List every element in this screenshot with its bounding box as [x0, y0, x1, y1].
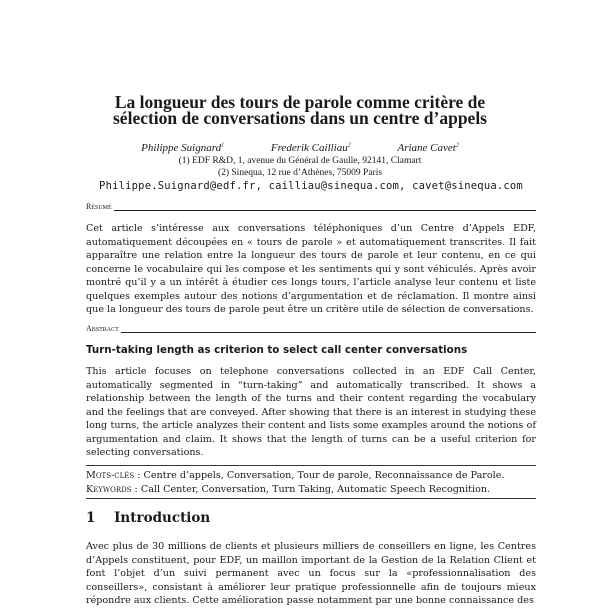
section-title: Introduction [114, 510, 211, 526]
resume-paragraph: Cet article s’intéresse aux conversations téléphoniques d’un Centre d’Appels EDF, automatiquement découpées en « tours de parole » et automatiquement transcrites. Il fait apparaître une relation entre la longueur des tours de parole et leur contenu, en ce qui concerne le vocabulaire qui les compose et les sentiments qui y sont véhiculés. Après avoir montré qu’il y a un intérêt à étudier ces longs tours, l’article analyse leur contenu et liste quelques exemples autour des notions d’argumentation et de réclamation. Il montre ainsi que la longueur des tours de parole peut être un critère utile de sélection de conversations. [86, 223, 536, 315]
author-emails: Philippe.Suignard@edf.fr, cailliau@sinequa.com, cavet@sinequa.com [99, 180, 523, 192]
title-line-2: sélection de conversations dans un centre d’appels [113, 108, 487, 128]
abstract-heading [86, 324, 536, 333]
resume-label: Résumé [86, 202, 112, 211]
paper-title [60, 94, 540, 126]
resume-heading [86, 202, 536, 211]
abstract-rule [121, 324, 536, 333]
affiliation-1: (1) EDF R&D, 1, avenue du Général de Gaulle, 92141, Clamart [178, 156, 422, 166]
english-title: Turn-taking length as criterion to select call center conversations [86, 344, 468, 356]
motscles-label: Mots-clés : [86, 470, 141, 481]
motscles-text: Centre d’appels, Conversation, Tour de parole, Reconnaissance de Parole. [143, 470, 505, 481]
abstract-label: Abstract [86, 324, 119, 333]
title-line-1: La longueur des tours de parole comme critère de [114, 92, 486, 112]
resume-rule [114, 202, 536, 211]
author-list [100, 142, 500, 154]
keywords-line [86, 484, 536, 495]
intro-paragraph: Avec plus de 30 millions de clients et plusieurs milliers de conseillers en ligne, les Centres d’Appels constituent, pour EDF, un maillon important de la Gestion de la Relation Client et font l’objet d’un suivi permanent avec un focus sur la «professionnalisation des conseillers», consistant à améliorer leur pratique professionnelle afin de toujours mieux répondre aux clients. Cette amélioration passe notamment par une bonne connaissance des [86, 541, 536, 606]
section-heading [86, 510, 210, 526]
motscles-line [86, 470, 536, 481]
abstract-paragraph: This article focuses on telephone conversations collected in an EDF Call Center, automatically segmented in “turn-taking” and automatically transcribed. It shows a relationship between the length of the turns and their content regarding the vocabulary and the feelings that are conveyed. After showing that there is an interest in studying these long turns, the article analyzes their content and lists some examples around the notions of argumentation and claim. It shows that the length of turns can be a useful criterion for selecting conversations. [86, 366, 536, 458]
author-1: Philippe Suignard$^1$ [141, 142, 225, 154]
author-3: Ariane Cavet$^2$ [397, 142, 459, 154]
keywords-label: Keywords : [86, 484, 138, 495]
keywords-top-rule [86, 465, 536, 466]
affiliation-2: (2) Sinequa, 12 rue d’Athènes, 75009 Paris [217, 168, 383, 178]
keywords-bottom-rule [86, 498, 536, 499]
section-number: 1 [86, 510, 96, 526]
keywords-text: Call Center, Conversation, Turn Taking, Automatic Speech Recognition. [140, 484, 491, 495]
author-2: Frederik Cailliau$^2$ [270, 142, 351, 154]
